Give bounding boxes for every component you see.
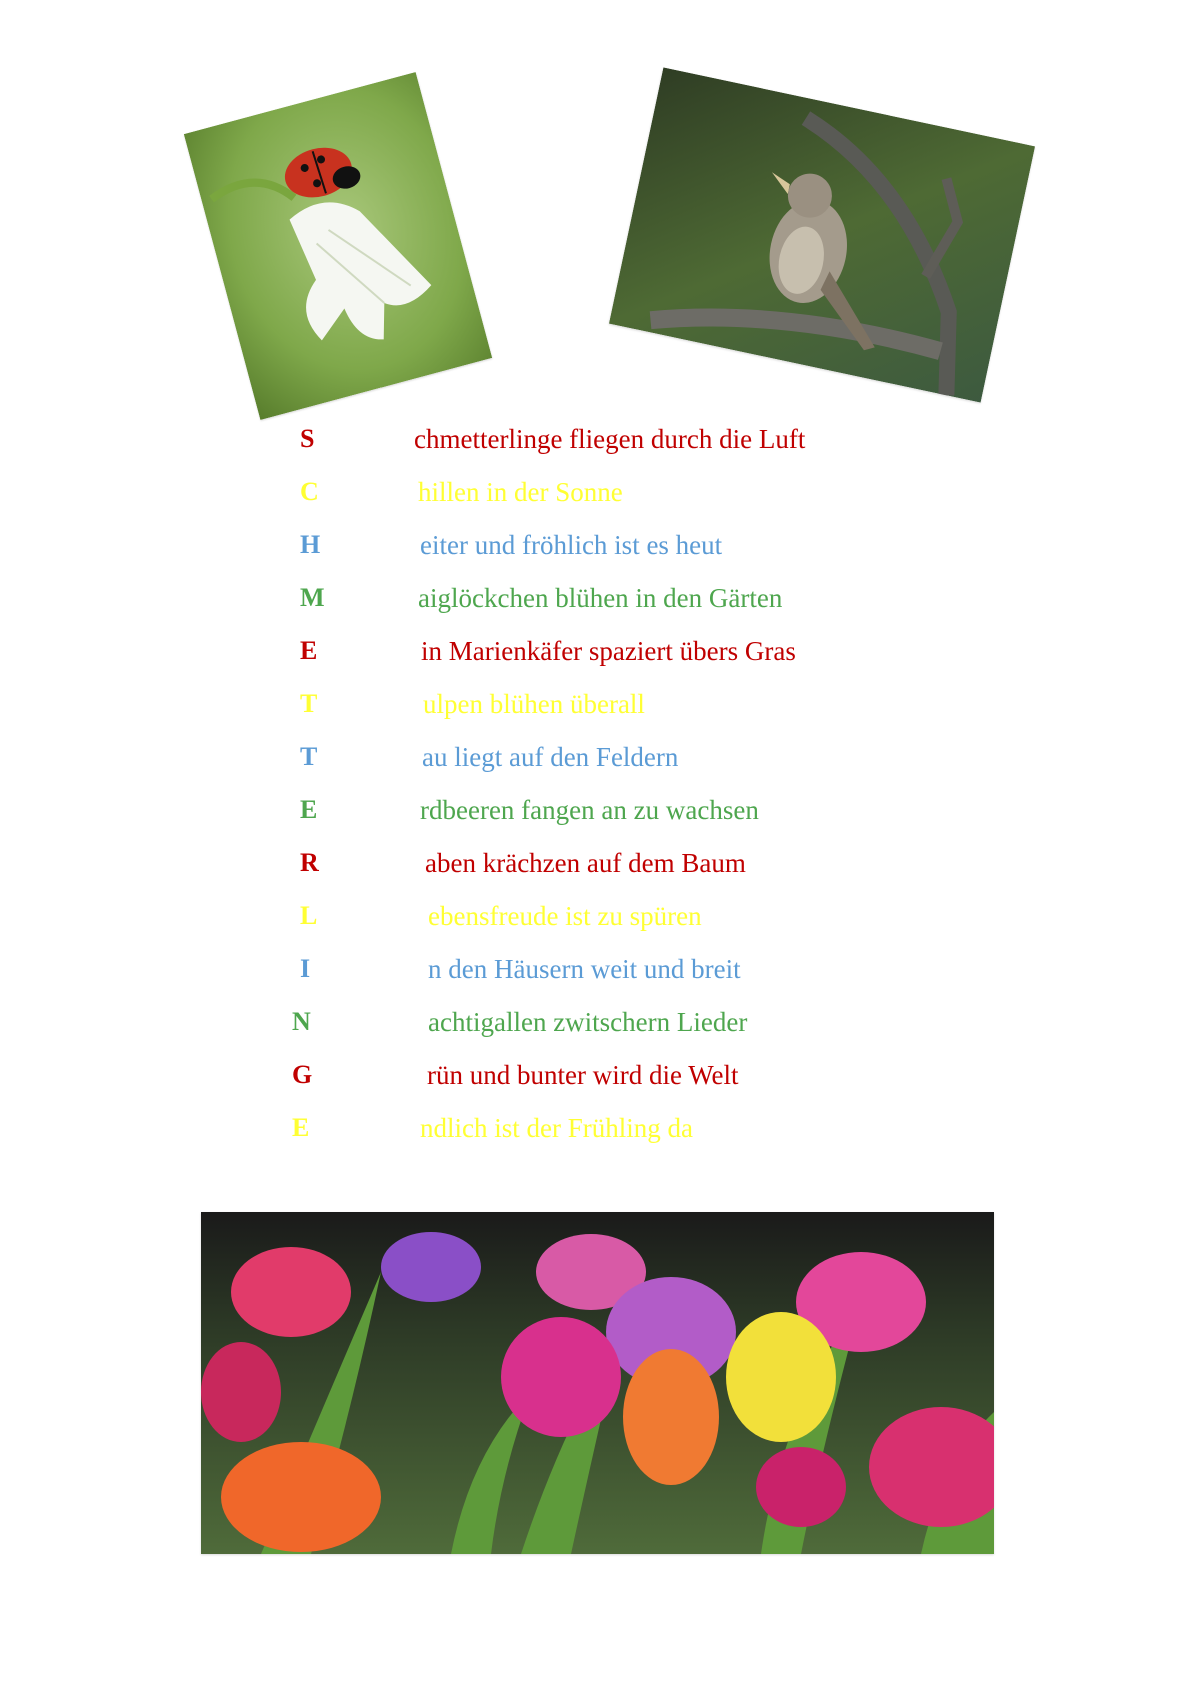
- acrostic-line: [0, 472, 1190, 512]
- tulips-photo: [201, 1212, 994, 1554]
- acrostic-letter: E: [300, 795, 318, 824]
- acrostic-letter: I: [300, 954, 311, 983]
- acrostic-line: [0, 737, 1190, 777]
- acrostic-line: [0, 525, 1190, 565]
- acrostic-line: [0, 949, 1190, 989]
- acrostic-line: [0, 631, 1190, 671]
- acrostic-text: chmetterlinge fliegen durch die Luft: [414, 424, 806, 454]
- acrostic-line: [0, 790, 1190, 830]
- acrostic-line: [0, 578, 1190, 618]
- acrostic-line: [0, 1002, 1190, 1042]
- tulips-image: [201, 1212, 994, 1554]
- acrostic-text: eiter und fröhlich ist es heut: [420, 530, 723, 560]
- acrostic-text: hillen in der Sonne: [418, 477, 623, 507]
- acrostic-text: rdbeeren fangen an zu wachsen: [420, 795, 759, 825]
- bird-photo: [609, 67, 1035, 402]
- acrostic-line: [0, 896, 1190, 936]
- acrostic-letter: C: [300, 477, 319, 506]
- acrostic-line: [0, 1055, 1190, 1095]
- acrostic-line: [0, 419, 1190, 459]
- bird-branch-image: [609, 67, 1035, 402]
- acrostic-line: [0, 843, 1190, 883]
- acrostic-text: ebensfreude ist zu spüren: [428, 901, 702, 931]
- acrostic-letter: T: [300, 742, 318, 771]
- acrostic-letter: R: [300, 848, 319, 877]
- acrostic-letter: L: [300, 901, 318, 930]
- acrostic-letter: S: [300, 424, 315, 453]
- acrostic-letter: E: [292, 1113, 310, 1142]
- acrostic-line: [0, 684, 1190, 724]
- ladybug-flower-image: [184, 72, 492, 420]
- acrostic-line: [0, 1108, 1190, 1148]
- acrostic-text: n den Häusern weit und breit: [428, 954, 741, 984]
- acrostic-letter: H: [300, 530, 321, 559]
- acrostic-text: in Marienkäfer spaziert übers Gras: [421, 636, 796, 666]
- ladybug-photo: [184, 72, 492, 420]
- acrostic-letter: E: [300, 636, 318, 665]
- acrostic-letter: N: [292, 1007, 311, 1036]
- acrostic-text: ulpen blühen überall: [423, 689, 645, 719]
- acrostic-text: achtigallen zwitschern Lieder: [428, 1007, 748, 1037]
- acrostic-letter: M: [300, 583, 325, 612]
- acrostic-text: aiglöckchen blühen in den Gärten: [418, 583, 783, 613]
- acrostic-letter: T: [300, 689, 318, 718]
- acrostic-text: ndlich ist der Frühling da: [420, 1113, 693, 1143]
- acrostic-text: rün und bunter wird die Welt: [427, 1060, 739, 1090]
- acrostic-text: au liegt auf den Feldern: [422, 742, 679, 772]
- acrostic-text: aben krächzen auf dem Baum: [425, 848, 746, 878]
- acrostic-letter: G: [292, 1060, 313, 1089]
